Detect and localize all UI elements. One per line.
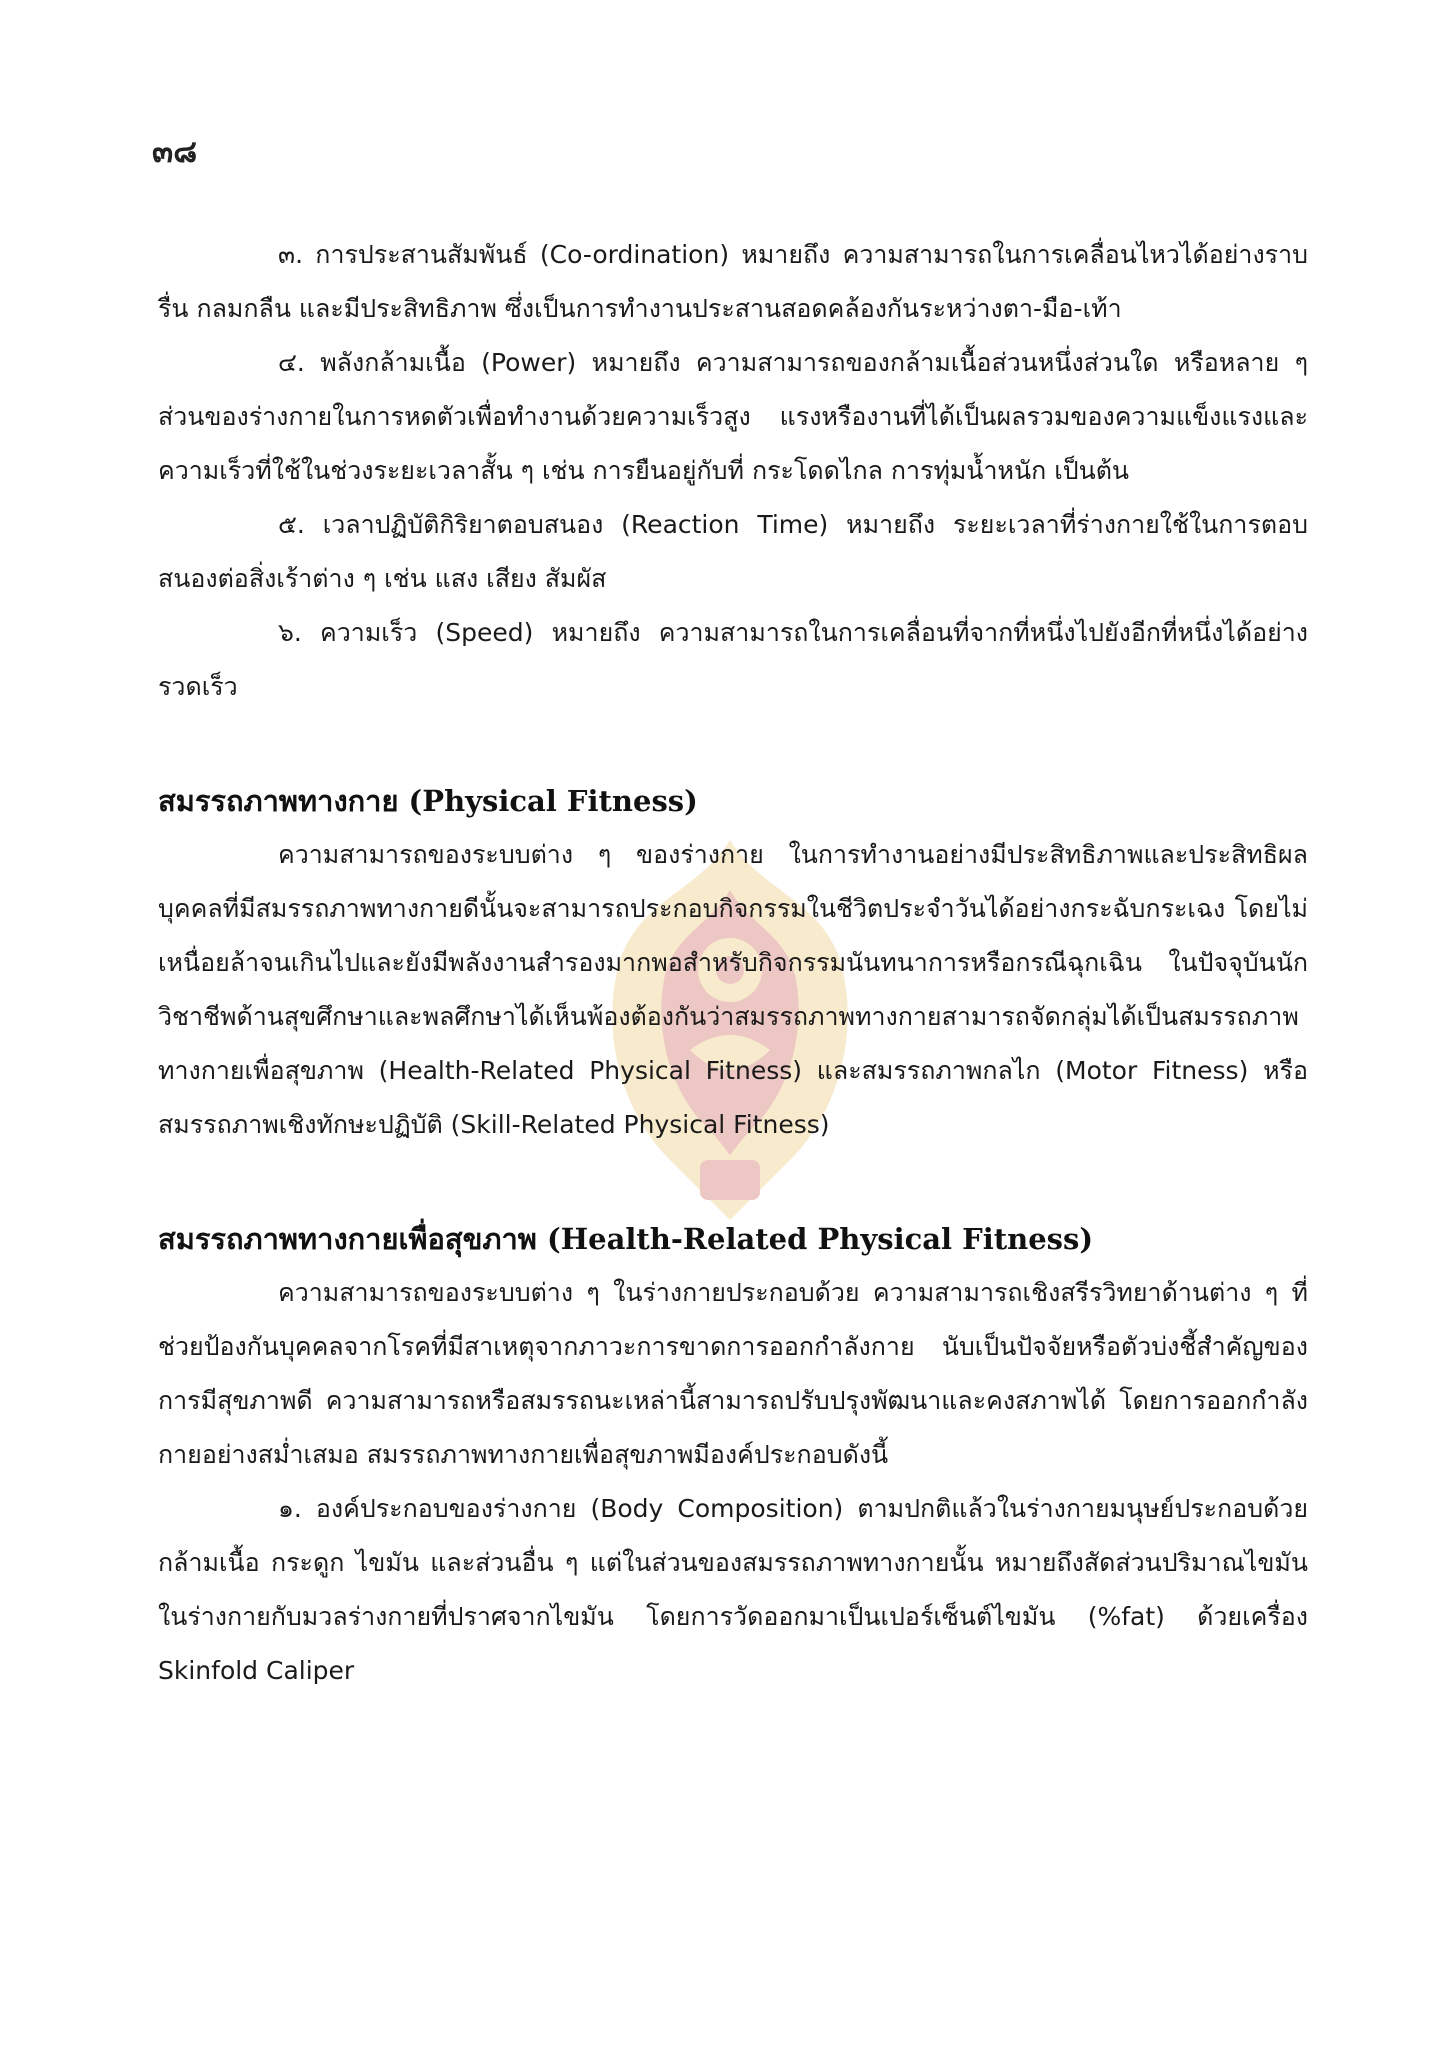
list-item-coordination: ๓. การประสานสัมพันธ์ (Co-ordination) หมายถึง ความสามารถในการเคลื่อนไหวได้อย่างราบรื่น กลมกลืน และมีประสิทธิภาพ ซึ่งเป็นการทำงานประสานสอดคล้องกันระหว่างตา-มือ-เท้า bbox=[158, 240, 1308, 323]
document-body bbox=[158, 228, 1308, 1698]
list-item-power: ๔. พลังกล้ามเนื้อ (Power) หมายถึง ความสามารถของกล้ามเนื้อส่วนหนึ่งส่วนใด หรือหลาย ๆ ส่วนของร่างกายในการหดตัวเพื่อทำงานด้วยความเร็วสูง แรงหรืองานที่ได้เป็นผลรวมของความแข็งแรงและความเร็วที่ใช้ในช่วงระยะเวลาสั้น ๆ เช่น การยืนอยู่กับที่ กระโดดไกล การทุ่มน้ำหนัก เป็นต้น bbox=[158, 348, 1308, 485]
section-spacer bbox=[158, 1152, 1308, 1212]
list-item-speed: ๖. ความเร็ว (Speed) หมายถึง ความสามารถในการเคลื่อนที่จากที่หนึ่งไปยังอีกที่หนึ่งได้อย่างรวดเร็ว bbox=[158, 618, 1308, 701]
section-heading-health-related-fitness: สมรรถภาพทางกายเพื่อสุขภาพ (Health-Related Physical Fitness) bbox=[158, 1222, 1094, 1256]
section-heading-physical-fitness: สมรรถภาพทางกาย (Physical Fitness) bbox=[158, 784, 698, 818]
paragraph-physical-fitness: ความสามารถของระบบต่าง ๆ ของร่างกาย ในการทำงานอย่างมีประสิทธิภาพและประสิทธิผล บุคคลที่มีสมรรถภาพทางกายดีนั้นจะสามารถประกอบกิจกรรมในชีวิตประจำวันได้อย่างกระฉับกระเฉง โดยไม่เหนื่อยล้าจนเกินไปและยังมีพลังงานสำรองมากพอสำหรับกิจกรรมนันทนาการหรือกรณีฉุกเฉิน ในปัจจุบันนักวิชาชีพด้านสุขศึกษาและพลศึกษาได้เห็นพ้องต้องกันว่าสมรรถภาพทางกายสามารถจัดกลุ่มได้เป็นสมรรถภาพทางกายเพื่อสุขภาพ (Health-Related Physical Fitness) และสมรรถภาพกลไก (Motor Fitness) หรือสมรรถภาพเชิงทักษะปฏิบัติ (Skill-Related Physical Fitness) bbox=[158, 840, 1308, 1139]
section-spacer bbox=[158, 714, 1308, 774]
list-item-reaction-time: ๕. เวลาปฏิบัติกิริยาตอบสนอง (Reaction Time) หมายถึง ระยะเวลาที่ร่างกายใช้ในการตอบสนองต่อสิ่งเร้าต่าง ๆ เช่น แสง เสียง สัมผัส bbox=[158, 510, 1308, 593]
page-number: ๓๘ bbox=[152, 134, 198, 170]
list-item-body-composition: ๑. องค์ประกอบของร่างกาย (Body Composition) ตามปกติแล้วในร่างกายมนุษย์ประกอบด้วย กล้ามเนื้อ กระดูก ไขมัน และส่วนอื่น ๆ แต่ในส่วนของสมรรถภาพทางกายนั้น หมายถึงสัดส่วนปริมาณไขมันในร่างกายกับมวลร่างกายที่ปราศจากไขมัน โดยการวัดออกมาเป็นเปอร์เซ็นต์ไขมัน (%fat) ด้วยเครื่อง Skinfold Caliper bbox=[158, 1494, 1308, 1685]
paragraph-health-related-fitness: ความสามารถของระบบต่าง ๆ ในร่างกายประกอบด้วย ความสามารถเชิงสรีรวิทยาด้านต่าง ๆ ที่ช่วยป้องกันบุคคลจากโรคที่มีสาเหตุจากภาวะการขาดการออกกำลังกาย นับเป็นปัจจัยหรือตัวบ่งชี้สำคัญของการมีสุขภาพดี ความสามารถหรือสมรรถนะเหล่านี้สามารถปรับปรุงพัฒนาและคงสภาพได้ โดยการออกกำลังกายอย่างสม่ำเสมอ สมรรถภาพทางกายเพื่อสุขภาพมีองค์ประกอบดังนี้ bbox=[158, 1278, 1308, 1469]
